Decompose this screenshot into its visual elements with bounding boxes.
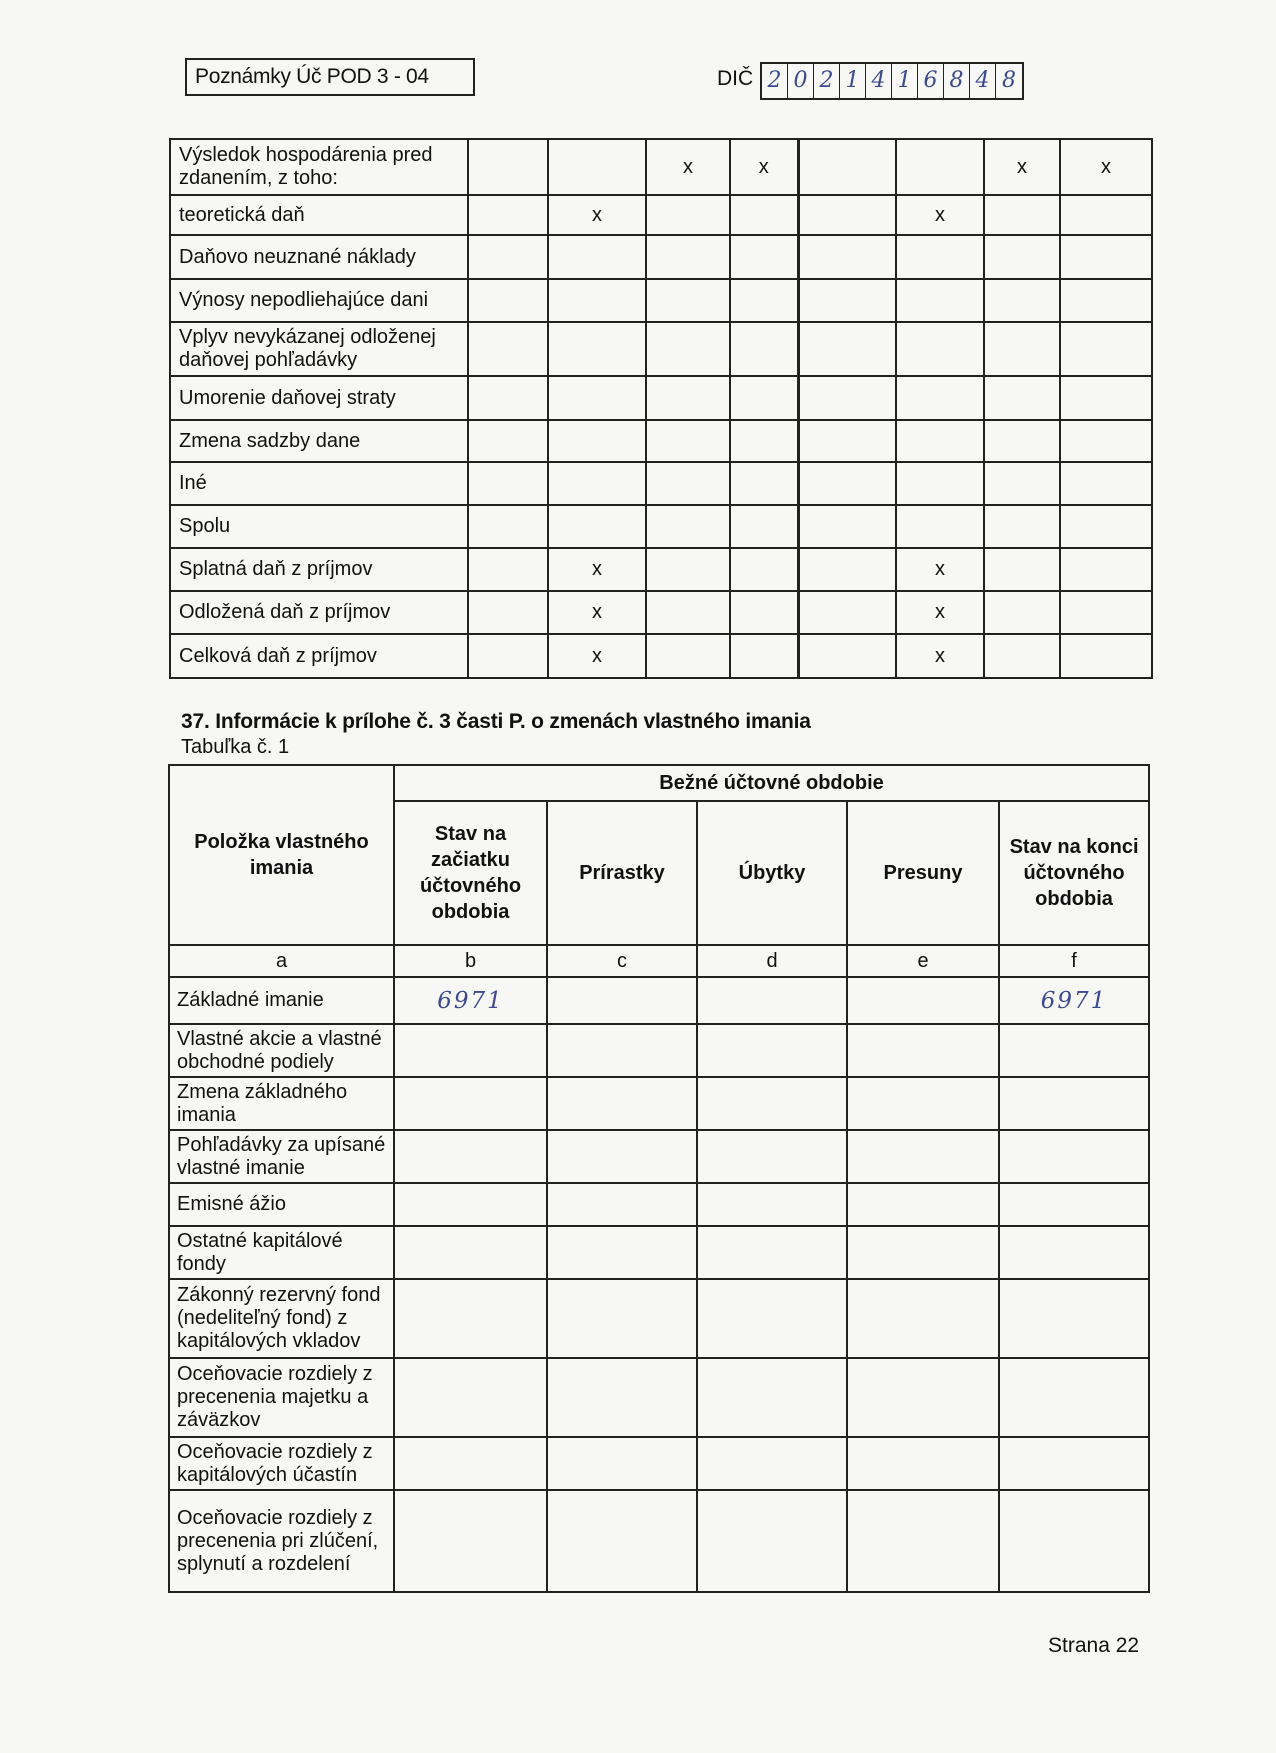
equity-value-cell xyxy=(697,1183,847,1226)
tax-cell xyxy=(730,420,798,462)
tax-cell: x xyxy=(896,634,984,678)
tax-cell xyxy=(984,462,1060,505)
column-letter: f xyxy=(999,945,1149,977)
tax-cell: x xyxy=(548,548,646,591)
tax-cell xyxy=(1060,195,1152,235)
row-label: Základné imanie xyxy=(169,977,394,1024)
tax-cell xyxy=(984,505,1060,548)
tax-cell xyxy=(548,505,646,548)
row-label: Iné xyxy=(170,462,468,505)
tax-cell: x xyxy=(646,139,730,195)
tax-cell xyxy=(1060,376,1152,420)
tax-cell xyxy=(798,235,896,279)
tax-cell xyxy=(730,376,798,420)
tax-cell xyxy=(896,279,984,322)
equity-table-row xyxy=(169,1130,1149,1183)
row-label: Oceňovacie rozdiely z precenenia pri zlúčení, splynutí a rozdelení xyxy=(169,1490,394,1592)
dic-digit: 6 xyxy=(918,64,944,98)
tax-cell xyxy=(468,376,548,420)
tax-table-row xyxy=(170,139,1152,195)
equity-value-cell xyxy=(847,1077,999,1130)
equity-value-cell xyxy=(547,1358,697,1437)
row-label: Výnosy nepodliehajúce dani xyxy=(170,279,468,322)
tax-cell xyxy=(1060,235,1152,279)
column-letter: b xyxy=(394,945,547,977)
equity-value-cell xyxy=(547,1130,697,1183)
equity-table-row xyxy=(169,1024,1149,1077)
row-label: Zmena základného imania xyxy=(169,1077,394,1130)
tax-cell xyxy=(646,322,730,376)
equity-value-cell xyxy=(847,1130,999,1183)
tax-table-row xyxy=(170,195,1152,235)
equity-value-cell xyxy=(394,1130,547,1183)
tax-table-row xyxy=(170,462,1152,505)
tax-cell xyxy=(984,235,1060,279)
dic-digit: 2 xyxy=(762,64,788,98)
tax-cell xyxy=(548,420,646,462)
dic-digit: 2 xyxy=(814,64,840,98)
tax-cell xyxy=(646,505,730,548)
tax-cell xyxy=(730,505,798,548)
dic-digit: 0 xyxy=(788,64,814,98)
dic-label: DIČ xyxy=(717,67,754,90)
column-header: Prírastky xyxy=(547,801,697,945)
tax-cell xyxy=(468,420,548,462)
section-subtitle: Tabuľka č. 1 xyxy=(181,736,290,758)
equity-table-row xyxy=(169,1490,1149,1592)
tax-table-row xyxy=(170,591,1152,634)
equity-value-cell xyxy=(394,1358,547,1437)
tax-cell xyxy=(730,279,798,322)
equity-table-row xyxy=(169,1279,1149,1358)
equity-value-cell xyxy=(394,1077,547,1130)
tax-table-body xyxy=(170,139,1152,678)
dic-field xyxy=(760,62,1024,100)
row-label: teoretická daň xyxy=(170,195,468,235)
column-header: Stav na začiatku účtovného obdobia xyxy=(394,801,547,945)
equity-value-cell xyxy=(847,1024,999,1077)
column-header: Presuny xyxy=(847,801,999,945)
tax-cell xyxy=(730,195,798,235)
equity-value-cell xyxy=(847,1226,999,1279)
equity-table-row xyxy=(169,1183,1149,1226)
tax-table-row xyxy=(170,235,1152,279)
equity-value-cell xyxy=(697,1130,847,1183)
row-label: Výsledok hospodárenia pred zdanením, z toho: xyxy=(170,139,468,195)
tax-cell xyxy=(984,548,1060,591)
tax-table-row xyxy=(170,279,1152,322)
tax-cell xyxy=(896,139,984,195)
tax-reconciliation-table xyxy=(169,138,1153,679)
tax-cell xyxy=(646,235,730,279)
tax-cell xyxy=(896,505,984,548)
tax-cell xyxy=(548,139,646,195)
tax-cell xyxy=(646,376,730,420)
tax-cell xyxy=(548,376,646,420)
section-title: 37. Informácie k prílohe č. 3 časti P. o zmenách vlastného imania xyxy=(181,710,811,733)
equity-value-cell xyxy=(547,1077,697,1130)
tax-table-row xyxy=(170,634,1152,678)
equity-value-cell xyxy=(999,1226,1149,1279)
equity-table-row xyxy=(169,977,1149,1024)
tax-cell xyxy=(984,634,1060,678)
tax-cell xyxy=(896,376,984,420)
tax-cell xyxy=(548,462,646,505)
dic-digit: 1 xyxy=(840,64,866,98)
equity-value-cell xyxy=(999,1024,1149,1077)
equity-value-cell xyxy=(697,1226,847,1279)
equity-value-cell xyxy=(999,1183,1149,1226)
tax-cell xyxy=(646,195,730,235)
column-letter: c xyxy=(547,945,697,977)
tax-cell xyxy=(646,634,730,678)
equity-value-cell xyxy=(547,977,697,1024)
equity-value-cell xyxy=(547,1226,697,1279)
tax-cell xyxy=(798,322,896,376)
tax-cell xyxy=(468,322,548,376)
row-label: Vlastné akcie a vlastné obchodné podiely xyxy=(169,1024,394,1077)
row-label: Zákonný rezervný fond (nedeliteľný fond) z kapitálových vkladov xyxy=(169,1279,394,1358)
row-label: Zmena sadzby dane xyxy=(170,420,468,462)
tax-cell xyxy=(468,235,548,279)
tax-cell xyxy=(468,634,548,678)
tax-cell xyxy=(468,195,548,235)
equity-value-cell xyxy=(547,1183,697,1226)
tax-cell: x xyxy=(896,195,984,235)
equity-table-row xyxy=(169,1358,1149,1437)
tax-cell xyxy=(730,591,798,634)
row-label: Vplyv nevykázanej odloženej daňovej pohľadávky xyxy=(170,322,468,376)
tax-cell xyxy=(984,195,1060,235)
equity-value-cell xyxy=(547,1024,697,1077)
equity-table-row xyxy=(169,1437,1149,1490)
tax-cell xyxy=(1060,420,1152,462)
tax-cell xyxy=(468,139,548,195)
tax-table-row xyxy=(170,420,1152,462)
tax-cell xyxy=(468,591,548,634)
row-label: Celková daň z príjmov xyxy=(170,634,468,678)
equity-value-cell xyxy=(697,1437,847,1490)
equity-value-cell xyxy=(999,1077,1149,1130)
tax-cell: x xyxy=(896,591,984,634)
column-letter: e xyxy=(847,945,999,977)
tax-cell xyxy=(730,634,798,678)
tax-cell xyxy=(798,195,896,235)
tax-cell xyxy=(798,462,896,505)
tax-cell: x xyxy=(1060,139,1152,195)
equity-value-cell xyxy=(697,1358,847,1437)
tax-cell xyxy=(548,322,646,376)
equity-value-cell xyxy=(847,1358,999,1437)
tax-cell xyxy=(798,376,896,420)
dic-digit: 4 xyxy=(866,64,892,98)
tax-cell xyxy=(548,235,646,279)
tax-cell: x xyxy=(984,139,1060,195)
tax-cell xyxy=(798,139,896,195)
row-label: Odložená daň z príjmov xyxy=(170,591,468,634)
tax-cell xyxy=(646,420,730,462)
equity-table-head xyxy=(169,765,1149,977)
tax-cell xyxy=(984,279,1060,322)
tax-cell xyxy=(646,462,730,505)
tax-cell xyxy=(798,634,896,678)
tax-cell xyxy=(984,591,1060,634)
tax-cell: x xyxy=(548,195,646,235)
tax-cell xyxy=(1060,279,1152,322)
equity-value-cell xyxy=(547,1279,697,1358)
tax-cell: x xyxy=(730,139,798,195)
equity-value-cell xyxy=(394,1024,547,1077)
dic-digit: 1 xyxy=(892,64,918,98)
tax-cell xyxy=(646,548,730,591)
tax-cell xyxy=(468,462,548,505)
equity-value-cell: 6971 xyxy=(394,977,547,1024)
equity-value-cell xyxy=(697,977,847,1024)
equity-value-cell xyxy=(547,1437,697,1490)
tax-cell xyxy=(1060,591,1152,634)
tax-cell xyxy=(730,235,798,279)
tax-cell xyxy=(798,420,896,462)
equity-table-body xyxy=(169,977,1149,1592)
tax-cell: x xyxy=(548,634,646,678)
equity-value-cell xyxy=(847,977,999,1024)
equity-value-cell xyxy=(697,1490,847,1592)
tax-cell xyxy=(896,322,984,376)
column-letter: d xyxy=(697,945,847,977)
tax-cell xyxy=(984,376,1060,420)
tax-cell xyxy=(468,548,548,591)
row-label: Daňovo neuznané náklady xyxy=(170,235,468,279)
tax-cell xyxy=(548,279,646,322)
tax-cell xyxy=(1060,634,1152,678)
equity-value-cell xyxy=(847,1437,999,1490)
tax-cell xyxy=(730,548,798,591)
equity-value-cell xyxy=(394,1183,547,1226)
row-label: Spolu xyxy=(170,505,468,548)
tax-cell xyxy=(1060,462,1152,505)
row-label: Oceňovacie rozdiely z precenenia majetku a záväzkov xyxy=(169,1358,394,1437)
item-header: Položka vlastného imania xyxy=(169,765,394,945)
tax-cell xyxy=(798,548,896,591)
tax-table-row xyxy=(170,376,1152,420)
tax-cell xyxy=(468,505,548,548)
tax-cell xyxy=(798,505,896,548)
equity-changes-table xyxy=(168,764,1150,1593)
equity-value-cell xyxy=(394,1437,547,1490)
tax-cell xyxy=(798,591,896,634)
tax-cell xyxy=(468,279,548,322)
equity-value-cell xyxy=(394,1226,547,1279)
tax-cell xyxy=(984,322,1060,376)
column-header: Úbytky xyxy=(697,801,847,945)
equity-value-cell xyxy=(547,1490,697,1592)
tax-cell xyxy=(896,420,984,462)
dic-digit: 8 xyxy=(944,64,970,98)
tax-cell xyxy=(646,279,730,322)
equity-value-cell xyxy=(999,1490,1149,1592)
column-letter: a xyxy=(169,945,394,977)
equity-value-cell xyxy=(999,1437,1149,1490)
equity-value-cell: 6971 xyxy=(999,977,1149,1024)
tax-cell: x xyxy=(548,591,646,634)
equity-value-cell xyxy=(999,1358,1149,1437)
tax-cell xyxy=(730,322,798,376)
dic-digit: 4 xyxy=(970,64,996,98)
tax-cell xyxy=(984,420,1060,462)
equity-value-cell xyxy=(847,1183,999,1226)
tax-cell xyxy=(1060,505,1152,548)
equity-value-cell xyxy=(697,1024,847,1077)
equity-value-cell xyxy=(847,1490,999,1592)
row-label: Splatná daň z príjmov xyxy=(170,548,468,591)
equity-value-cell xyxy=(999,1130,1149,1183)
equity-value-cell xyxy=(697,1279,847,1358)
row-label: Pohľadávky za upísané vlastné imanie xyxy=(169,1130,394,1183)
form-title: Poznámky Úč POD 3 - 04 xyxy=(185,58,475,96)
tax-cell xyxy=(798,279,896,322)
tax-cell xyxy=(1060,322,1152,376)
period-header: Bežné účtovné obdobie xyxy=(394,765,1149,801)
tax-cell xyxy=(730,462,798,505)
row-label: Emisné ážio xyxy=(169,1183,394,1226)
tax-cell xyxy=(1060,548,1152,591)
equity-value-cell xyxy=(847,1279,999,1358)
row-label: Oceňovacie rozdiely z kapitálových účastín xyxy=(169,1437,394,1490)
equity-table-row xyxy=(169,1077,1149,1130)
tax-table-row xyxy=(170,548,1152,591)
equity-value-cell xyxy=(394,1490,547,1592)
tax-cell xyxy=(896,235,984,279)
row-label: Umorenie daňovej straty xyxy=(170,376,468,420)
column-header: Stav na konci účtovného obdobia xyxy=(999,801,1149,945)
page-number: Strana 22 xyxy=(1048,1634,1140,1657)
tax-table-row xyxy=(170,505,1152,548)
tax-cell xyxy=(896,462,984,505)
row-label: Ostatné kapitálové fondy xyxy=(169,1226,394,1279)
equity-value-cell xyxy=(697,1077,847,1130)
equity-value-cell xyxy=(999,1279,1149,1358)
tax-table-row xyxy=(170,322,1152,376)
equity-table-row xyxy=(169,1226,1149,1279)
dic-digit: 8 xyxy=(1002,68,1016,93)
tax-cell: x xyxy=(896,548,984,591)
tax-cell xyxy=(646,591,730,634)
equity-value-cell xyxy=(394,1279,547,1358)
